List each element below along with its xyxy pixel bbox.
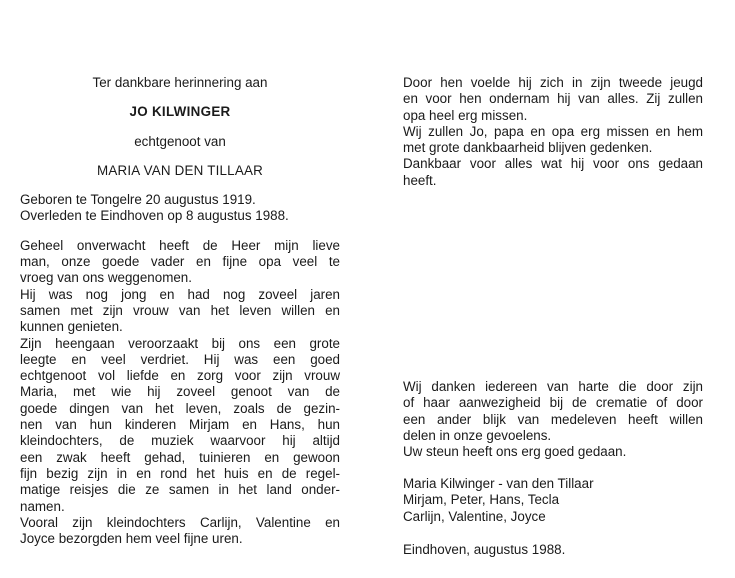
spouse-name: MARIA VAN DEN TILLAAR (97, 162, 263, 178)
text-line: Wij zullen Jo, papa en opa erg missen en hem (403, 123, 703, 139)
left-column (20, 75, 340, 547)
place-date: Eindhoven, augustus 1988. (403, 542, 566, 557)
text-line: Wij danken iedereen van harte die door zijn (403, 379, 703, 394)
text-line: nen van hun kinderen Mirjam en Hans, hun (20, 417, 340, 433)
header-block (20, 75, 340, 179)
text-line: met grote dankbaarheid blijven gedenken. (403, 140, 653, 156)
text-line: Maria, met wie hij zoveel genoot van de (20, 384, 340, 400)
spouse-label: echtgenoot van (134, 133, 226, 149)
text-line: Zijn heengaan veroorzaakt bij ons een grote (20, 335, 340, 351)
right-column (403, 75, 703, 189)
text-line: Vooral zijn kleindochters Carlijn, Valentine en (20, 514, 340, 530)
left-text-block (20, 238, 340, 548)
signature-block (403, 476, 703, 525)
signature-line: Maria Kilwinger - van den Tillaar (403, 476, 594, 491)
text-line: Hij was nog jong en had nog zoveel jaren (20, 286, 340, 302)
text-line: fijn bezig zijn in en rond het huis en de regel- (20, 465, 340, 481)
text-line: kleindochters, de muziek waarvoor hij altijd (20, 433, 340, 449)
death-line: Overleden te Eindhoven op 8 augustus 1988. (20, 208, 289, 224)
intro-line: Ter dankbare herinnering aan (92, 75, 268, 90)
text-line: matige reisjes die ze samen in het land onder- (20, 482, 340, 498)
text-line: Uw steun heeft ons erg goed gedaan. (403, 444, 627, 460)
text-line: man, onze goede vader en fijne opa veel te (20, 254, 340, 270)
dates-block (20, 192, 340, 225)
text-line: Geheel onverwacht heeft de Heer mijn lieve (20, 237, 340, 253)
text-line: kunnen genieten. (20, 319, 123, 335)
text-line: en voor hen ondernam hij van alles. Zij zullen (403, 91, 703, 107)
text-line: echtgenoot vol liefde en zorg voor zijn vrouw (20, 368, 340, 384)
text-line: een ander blijk van medeleven heeft willen (403, 411, 703, 427)
text-line: samen met zijn vrouw van het leven willen en (20, 302, 340, 318)
text-line: Joyce bezorgden hem veel fijne uren. (20, 531, 243, 547)
text-line: goede dingen van het leven, zoals de gezin- (20, 400, 340, 416)
text-line: heeft. (403, 172, 437, 188)
signature-line: Mirjam, Peter, Hans, Tecla (403, 492, 560, 508)
deceased-name: JO KILWINGER (129, 104, 231, 120)
text-line: Door hen voelde hij zich in zijn tweede jeugd (403, 75, 703, 90)
text-line: een zwak heeft gehad, tuinieren en gewoon (20, 449, 340, 465)
birth-line: Geboren te Tongelre 20 augustus 1919. (20, 192, 256, 208)
text-line: Dankbaar voor alles wat hij voor ons gedaan (403, 156, 703, 172)
text-line: leegte en veel verdriet. Hij was een goed (20, 351, 340, 367)
text-line: delen in onze gevoelens. (403, 427, 552, 443)
signature-line: Carlijn, Valentine, Joyce (403, 508, 546, 524)
thanks-block (403, 379, 703, 460)
text-line: namen. (20, 498, 65, 514)
text-line: vroeg van ons weggenomen. (20, 270, 192, 286)
text-line: opa heel erg missen. (403, 107, 528, 123)
text-line: of haar aanwezigheid bij de crematie of door (403, 395, 703, 411)
